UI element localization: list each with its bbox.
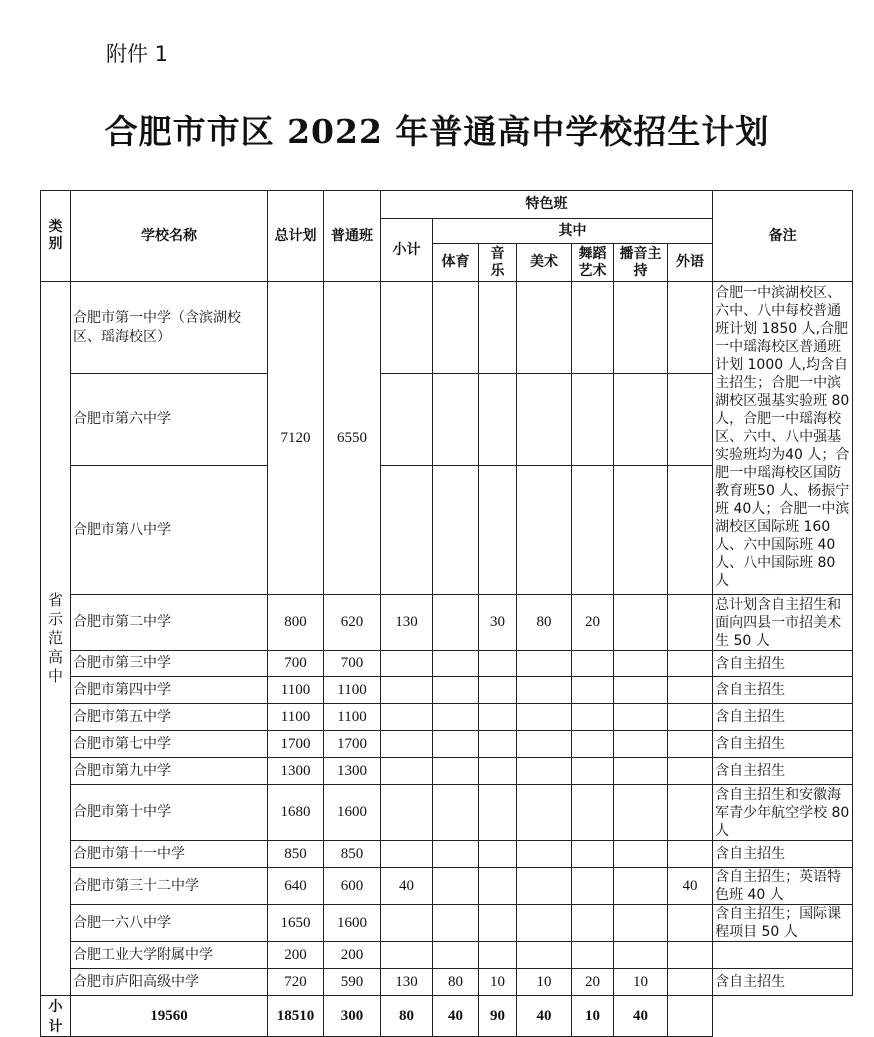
regular-cell: 6550 xyxy=(324,282,381,595)
art-cell xyxy=(517,731,572,758)
total-plan-cell: 7120 xyxy=(268,282,324,595)
subtotal-cell xyxy=(381,758,433,785)
regular-cell: 600 xyxy=(324,868,381,905)
table-row xyxy=(41,868,853,905)
art-cell xyxy=(517,704,572,731)
broadcast-cell xyxy=(614,731,668,758)
dance-cell xyxy=(572,651,614,677)
music-cell xyxy=(479,905,517,942)
language-cell xyxy=(668,704,713,731)
header-music: 音乐 xyxy=(479,244,517,282)
table-row xyxy=(41,905,853,942)
language-cell: 40 xyxy=(668,868,713,905)
broadcast-cell xyxy=(614,651,668,677)
remark-cell: 合肥一中滨湖校区、六中、八中每校普通班计划 1850 人,合肥一中瑶海校区普通班计划 1000 人,均含自主招生；合肥一中滨湖校区强基实验班 80 人，合肥一中瑶海校区、六中、八中强基实验班均为40 人；合肥一中瑶海校区国防教育班50 人、杨振宁班 40人；合肥一中滨湖校区国际班 160 人、六中国际班 40 人、八中国际班 80 人 xyxy=(713,282,853,595)
music-cell xyxy=(479,785,517,841)
header-special: 特色班 xyxy=(381,191,713,219)
header-school: 学校名称 xyxy=(71,191,268,282)
regular-cell: 590 xyxy=(324,969,381,996)
language-cell xyxy=(668,969,713,996)
header-subtotal: 小计 xyxy=(381,219,433,282)
music-cell: 30 xyxy=(479,595,517,651)
broadcast-cell xyxy=(614,758,668,785)
total-plan-cell: 720 xyxy=(268,969,324,996)
music-cell xyxy=(479,758,517,785)
subtotal-cell: 130 xyxy=(381,595,433,651)
pe-cell xyxy=(433,651,479,677)
header-among: 其中 xyxy=(433,219,713,244)
broadcast-cell: 10 xyxy=(614,969,668,996)
school-name: 合肥市第六中学 xyxy=(71,374,268,466)
subtotal-cell: 130 xyxy=(381,969,433,996)
broadcast-cell xyxy=(614,704,668,731)
art-cell xyxy=(517,841,572,868)
school-name: 合肥工业大学附属中学 xyxy=(71,942,268,969)
broadcast-cell xyxy=(614,785,668,841)
remark-cell xyxy=(668,996,713,1037)
header-pe: 体育 xyxy=(433,244,479,282)
dance-cell xyxy=(572,758,614,785)
school-name: 合肥市第三中学 xyxy=(71,651,268,677)
broadcast-cell xyxy=(614,905,668,942)
dance-cell: 40 xyxy=(517,996,572,1037)
subtotal-cell xyxy=(381,942,433,969)
subtotal-row-label: 小计 xyxy=(41,996,71,1037)
total-plan-cell: 1100 xyxy=(268,704,324,731)
total-plan-cell: 1100 xyxy=(268,677,324,704)
total-plan-cell: 850 xyxy=(268,841,324,868)
regular-cell: 1600 xyxy=(324,785,381,841)
remark-cell: 含自主招生 xyxy=(713,841,853,868)
language-cell xyxy=(668,651,713,677)
regular-cell: 18510 xyxy=(268,996,324,1037)
broadcast-cell xyxy=(614,595,668,651)
language-cell xyxy=(668,942,713,969)
pe-cell xyxy=(433,758,479,785)
dance-cell xyxy=(572,942,614,969)
subtotal-cell xyxy=(381,677,433,704)
header-total-plan: 总计划 xyxy=(268,191,324,282)
music-cell xyxy=(479,677,517,704)
table-row xyxy=(41,758,853,785)
remark-cell: 含自主招生；国际课程项目 50 人 xyxy=(713,905,853,942)
art-cell: 10 xyxy=(517,969,572,996)
broadcast-cell xyxy=(614,841,668,868)
school-name: 合肥市第三十二中学 xyxy=(71,868,268,905)
header-broadcast: 播音主持 xyxy=(614,244,668,282)
art-cell xyxy=(517,942,572,969)
pe-cell xyxy=(433,841,479,868)
table-row xyxy=(41,969,853,996)
pe-cell xyxy=(433,942,479,969)
music-cell xyxy=(479,942,517,969)
subtotal-row xyxy=(41,996,853,1037)
art-cell xyxy=(517,785,572,841)
remark-cell: 含自主招生 xyxy=(713,731,853,758)
music-cell xyxy=(479,841,517,868)
subtotal-cell xyxy=(381,785,433,841)
remark-cell: 总计划含自主招生和面向四县一市招美术生 50 人 xyxy=(713,595,853,651)
header-remarks: 备注 xyxy=(713,191,853,282)
header-dance: 舞蹈艺术 xyxy=(572,244,614,282)
subtotal-cell xyxy=(381,704,433,731)
pe-cell: 80 xyxy=(381,996,433,1037)
header-category: 类别 xyxy=(41,191,71,282)
regular-cell: 850 xyxy=(324,841,381,868)
school-name: 合肥市第二中学 xyxy=(71,595,268,651)
school-name: 合肥市第十中学 xyxy=(71,785,268,841)
language-cell xyxy=(668,677,713,704)
dance-cell xyxy=(572,868,614,905)
remark-cell: 含自主招生 xyxy=(713,758,853,785)
table-row xyxy=(41,731,853,758)
language-cell xyxy=(668,841,713,868)
pe-cell xyxy=(433,785,479,841)
school-name: 合肥市第七中学 xyxy=(71,731,268,758)
remark-cell: 含自主招生 xyxy=(713,704,853,731)
art-cell: 80 xyxy=(517,595,572,651)
music-cell: 10 xyxy=(479,969,517,996)
document-title: 合肥市市区 2022 年普通高中学校招生计划 xyxy=(104,112,770,151)
school-name: 合肥市第十一中学 xyxy=(71,841,268,868)
broadcast-cell xyxy=(614,942,668,969)
total-plan-cell: 1680 xyxy=(268,785,324,841)
language-cell xyxy=(668,595,713,651)
art-cell: 90 xyxy=(479,996,517,1037)
total-plan-cell: 1650 xyxy=(268,905,324,942)
school-name: 合肥市庐阳高级中学 xyxy=(71,969,268,996)
music-cell xyxy=(479,868,517,905)
art-cell xyxy=(517,677,572,704)
language-cell xyxy=(668,758,713,785)
dance-cell: 20 xyxy=(572,595,614,651)
school-name: 合肥一六八中学 xyxy=(71,905,268,942)
language-cell xyxy=(668,731,713,758)
total-plan-cell: 640 xyxy=(268,868,324,905)
category-cell: 省示范高中 xyxy=(41,282,71,996)
total-plan-cell: 1700 xyxy=(268,731,324,758)
dance-cell xyxy=(572,785,614,841)
regular-cell: 700 xyxy=(324,651,381,677)
regular-cell: 1300 xyxy=(324,758,381,785)
total-plan-cell: 800 xyxy=(268,595,324,651)
enrollment-plan-table xyxy=(40,190,853,1037)
subtotal-cell: 300 xyxy=(324,996,381,1037)
art-cell xyxy=(517,905,572,942)
school-name: 合肥市第九中学 xyxy=(71,758,268,785)
dance-cell xyxy=(572,841,614,868)
total-plan-cell: 19560 xyxy=(71,996,268,1037)
subtotal-cell xyxy=(381,841,433,868)
subtotal-cell xyxy=(381,651,433,677)
remark-cell: 含自主招生 xyxy=(713,969,853,996)
remark-cell: 含自主招生 xyxy=(713,677,853,704)
subtotal-cell: 40 xyxy=(381,868,433,905)
table-row xyxy=(41,942,853,969)
regular-cell: 1100 xyxy=(324,704,381,731)
language-cell xyxy=(668,785,713,841)
total-plan-cell: 700 xyxy=(268,651,324,677)
pe-cell xyxy=(433,677,479,704)
table-row xyxy=(41,282,853,374)
regular-cell: 620 xyxy=(324,595,381,651)
total-plan-cell: 1300 xyxy=(268,758,324,785)
dance-cell xyxy=(572,677,614,704)
table-row xyxy=(41,595,853,651)
school-name: 合肥市第五中学 xyxy=(71,704,268,731)
regular-cell: 1600 xyxy=(324,905,381,942)
regular-cell: 1700 xyxy=(324,731,381,758)
broadcast-cell xyxy=(614,868,668,905)
subtotal-cell xyxy=(381,905,433,942)
table-row xyxy=(41,651,853,677)
header-language: 外语 xyxy=(668,244,713,282)
music-cell: 40 xyxy=(433,996,479,1037)
dance-cell xyxy=(572,731,614,758)
music-cell xyxy=(479,704,517,731)
regular-cell: 1100 xyxy=(324,677,381,704)
table-row xyxy=(41,704,853,731)
art-cell xyxy=(517,868,572,905)
music-cell xyxy=(479,731,517,758)
header-art: 美术 xyxy=(517,244,572,282)
school-name: 合肥市第八中学 xyxy=(71,466,268,595)
pe-cell xyxy=(433,905,479,942)
remark-cell xyxy=(713,942,853,969)
pe-cell xyxy=(433,704,479,731)
subtotal-cell xyxy=(381,731,433,758)
remark-cell: 含自主招生 xyxy=(713,651,853,677)
attachment-label: 附件 1 xyxy=(106,42,169,66)
school-name: 合肥市第四中学 xyxy=(71,677,268,704)
table-row xyxy=(41,785,853,841)
header-regular: 普通班 xyxy=(324,191,381,282)
pe-cell xyxy=(433,868,479,905)
dance-cell: 20 xyxy=(572,969,614,996)
dance-cell xyxy=(572,704,614,731)
art-cell xyxy=(517,758,572,785)
total-plan-cell: 200 xyxy=(268,942,324,969)
pe-cell: 80 xyxy=(433,969,479,996)
broadcast-cell xyxy=(614,677,668,704)
regular-cell: 200 xyxy=(324,942,381,969)
language-cell: 40 xyxy=(614,996,668,1037)
school-name: 合肥市第一中学（含滨湖校区、瑶海校区） xyxy=(71,282,268,374)
pe-cell xyxy=(433,595,479,651)
pe-cell xyxy=(433,731,479,758)
art-cell xyxy=(517,651,572,677)
broadcast-cell: 10 xyxy=(572,996,614,1037)
language-cell xyxy=(668,905,713,942)
table-row xyxy=(41,677,853,704)
remark-cell: 含自主招生；英语特色班 40 人 xyxy=(713,868,853,905)
table-row xyxy=(41,841,853,868)
remark-cell: 含自主招生和安徽海军青少年航空学校 80 人 xyxy=(713,785,853,841)
music-cell xyxy=(479,651,517,677)
dance-cell xyxy=(572,905,614,942)
